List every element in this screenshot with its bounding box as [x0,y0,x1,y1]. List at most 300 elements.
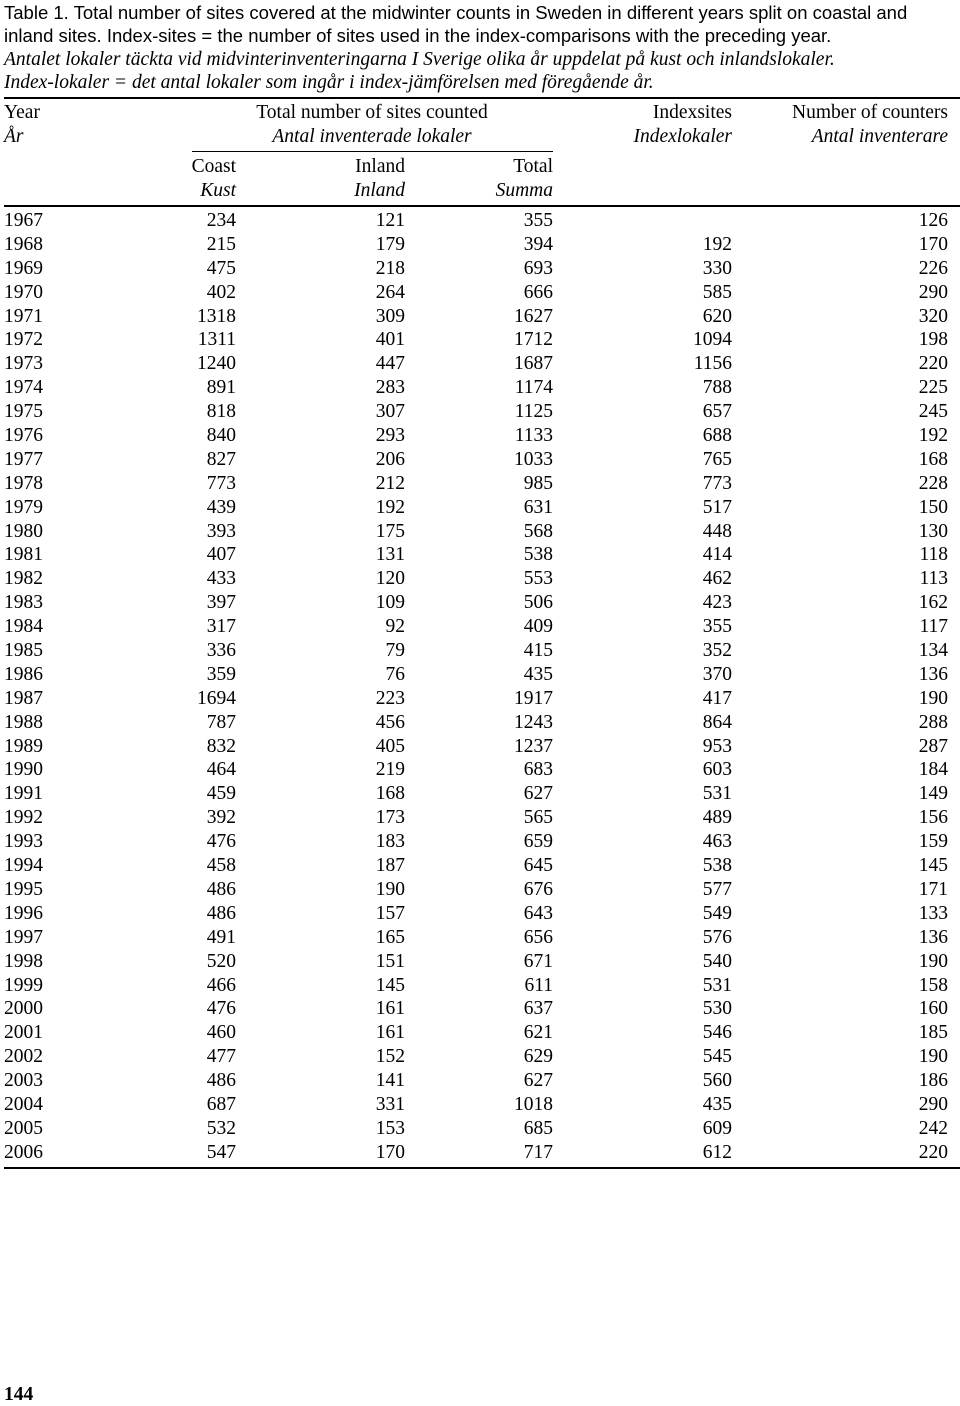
cell-index: 448 [702,520,732,542]
cell-index: 864 [702,711,732,733]
cell-coast: 234 [206,210,236,231]
table-row [0,1045,960,1069]
cell-index: 463 [702,831,732,853]
cell-total: 659 [523,831,553,853]
cell-index: 517 [702,496,732,518]
table-row [0,687,960,711]
cell-index: 620 [702,305,732,327]
cell-counters: 156 [918,807,948,829]
cell-index: 609 [702,1117,732,1139]
cell-year: 1990 [4,759,43,781]
cell-coast: 407 [206,544,236,566]
cell-index: 462 [702,568,732,590]
table-caption [4,1,960,95]
header-counters-sv: Antal inventerare [811,126,948,147]
cell-inland: 175 [375,520,405,542]
cell-total: 1237 [514,735,553,757]
cell-counters: 226 [918,257,948,279]
table-row [0,472,960,496]
cell-counters: 149 [918,783,948,805]
table-row [0,735,960,759]
cell-inland: 405 [375,735,405,757]
cell-coast: 433 [206,568,236,590]
cell-total: 1133 [514,425,553,447]
cell-year: 2004 [4,1093,43,1115]
cell-coast: 393 [206,520,236,542]
cell-year: 1983 [4,592,43,614]
cell-counters: 290 [918,1093,948,1115]
cell-coast: 687 [206,1093,236,1115]
cell-counters: 225 [918,377,948,399]
cell-inland: 120 [375,568,405,590]
table-row [0,209,960,233]
cell-inland: 264 [375,281,405,303]
cell-counters: 288 [918,711,948,733]
cell-inland: 219 [375,759,405,781]
cell-index: 549 [702,902,732,924]
cell-total: 611 [524,974,553,996]
cell-coast: 460 [206,1022,236,1044]
cell-coast: 818 [206,401,236,423]
cell-inland: 183 [375,831,405,853]
cell-counters: 160 [918,998,948,1020]
cell-inland: 153 [375,1117,405,1139]
cell-year: 1976 [4,425,43,447]
cell-counters: 134 [918,640,948,662]
cell-year: 1977 [4,448,43,470]
cell-inland: 331 [375,1093,405,1115]
cell-total: 1125 [514,401,553,423]
cell-coast: 397 [206,592,236,614]
cell-year: 1980 [4,520,43,542]
cell-year: 1974 [4,377,43,399]
cell-total: 415 [523,640,553,662]
cell-inland: 293 [375,425,405,447]
cell-index: 545 [702,1046,732,1068]
cell-inland: 92 [385,616,405,638]
cell-counters: 320 [918,305,948,327]
cell-inland: 170 [375,1141,405,1163]
cell-coast: 464 [206,759,236,781]
cell-counters: 136 [918,663,948,685]
cell-counters: 150 [918,496,948,518]
cell-coast: 476 [206,831,236,853]
cell-coast: 215 [206,233,236,255]
cell-year: 1999 [4,974,43,996]
table-body [0,209,960,1165]
cell-counters: 158 [918,974,948,996]
cell-counters: 133 [918,902,948,924]
cell-inland: 121 [375,210,405,231]
cell-index: 540 [702,950,732,972]
cell-index: 538 [702,855,732,877]
header-inland-sv: Inland [354,180,405,201]
cell-coast: 439 [206,496,236,518]
cell-coast: 532 [206,1117,236,1139]
table-row [0,1093,960,1117]
cell-year: 1997 [4,926,43,948]
cell-year: 1993 [4,831,43,853]
cell-index: 435 [702,1093,732,1115]
cell-index: 1094 [693,329,732,351]
table-row [0,830,960,854]
header-total-sv: Summa [495,180,553,201]
cell-year: 1967 [4,210,43,231]
cell-total: 645 [523,855,553,877]
cell-counters: 162 [918,592,948,614]
header-group-rule [192,151,553,152]
cell-coast: 459 [206,783,236,805]
cell-year: 2006 [4,1141,43,1163]
cell-index: 657 [702,401,732,423]
table-row [0,615,960,639]
cell-coast: 486 [206,902,236,924]
table-row [0,352,960,376]
cell-index: 773 [702,472,732,494]
cell-year: 1973 [4,353,43,375]
cell-inland: 307 [375,401,405,423]
cell-index: 531 [702,783,732,805]
cell-counters: 168 [918,448,948,470]
cell-coast: 520 [206,950,236,972]
cell-counters: 220 [918,353,948,375]
cell-year: 2001 [4,1022,43,1044]
cell-inland: 151 [375,950,405,972]
table-row [0,1141,960,1165]
cell-coast: 773 [206,472,236,494]
cell-index: 423 [702,592,732,614]
table-row [0,233,960,257]
cell-coast: 1318 [197,305,236,327]
cell-total: 627 [523,783,553,805]
cell-total: 683 [523,759,553,781]
cell-total: 985 [523,472,553,494]
cell-total: 1627 [514,305,553,327]
header-coast-sv: Kust [200,180,236,201]
cell-coast: 336 [206,640,236,662]
cell-coast: 827 [206,448,236,470]
cell-index: 370 [702,663,732,685]
cell-total: 409 [523,616,553,638]
cell-year: 1994 [4,855,43,877]
table-row [0,520,960,544]
table-row [0,543,960,567]
cell-year: 1986 [4,663,43,685]
cell-year: 1985 [4,640,43,662]
cell-coast: 486 [206,878,236,900]
cell-coast: 359 [206,663,236,685]
cell-coast: 491 [206,926,236,948]
cell-index: 355 [702,616,732,638]
table-row [0,854,960,878]
cell-inland: 456 [375,711,405,733]
cell-coast: 317 [206,616,236,638]
cell-inland: 179 [375,233,405,255]
cell-index: 576 [702,926,732,948]
header-indexsites-sv: Indexlokaler [633,126,732,147]
cell-counters: 220 [918,1141,948,1163]
table-row [0,878,960,902]
table-row [0,663,960,687]
cell-inland: 218 [375,257,405,279]
cell-inland: 145 [375,974,405,996]
cell-index: 765 [702,448,732,470]
cell-inland: 152 [375,1046,405,1068]
cell-counters: 287 [918,735,948,757]
cell-year: 2003 [4,1070,43,1092]
cell-counters: 190 [918,687,948,709]
cell-total: 1033 [514,448,553,470]
cell-total: 1243 [514,711,553,733]
cell-counters: 126 [918,210,948,231]
cell-total: 717 [523,1141,553,1163]
cell-total: 1687 [514,353,553,375]
cell-index: 414 [702,544,732,566]
cell-coast: 787 [206,711,236,733]
cell-coast: 475 [206,257,236,279]
cell-counters: 186 [918,1070,948,1092]
cell-index: 1156 [693,353,732,375]
cell-coast: 840 [206,425,236,447]
cell-index: 585 [702,281,732,303]
cell-inland: 447 [375,353,405,375]
cell-inland: 109 [375,592,405,614]
cell-coast: 1240 [197,353,236,375]
cell-counters: 170 [918,233,948,255]
cell-counters: 159 [918,831,948,853]
cell-total: 631 [523,496,553,518]
cell-total: 685 [523,1117,553,1139]
cell-counters: 185 [918,1022,948,1044]
cell-inland: 131 [375,544,405,566]
caption-en-line-1: Table 1. Total number of sites covered at the midwinter counts in Sweden in different years split on coastal and [4,2,908,23]
table-row [0,782,960,806]
cell-index: 192 [702,233,732,255]
cell-year: 1995 [4,878,43,900]
caption-sv-line-1: Antalet lokaler täckta vid midvinterinventeringarna I Sverige olika år uppdelat på kust och inlandslokaler. [4,48,835,70]
page-number: 144 [4,1384,34,1405]
cell-index: 531 [702,974,732,996]
table-row [0,376,960,400]
cell-counters: 118 [919,544,948,566]
cell-year: 1969 [4,257,43,279]
cell-index: 788 [702,377,732,399]
cell-inland: 212 [375,472,405,494]
cell-year: 2005 [4,1117,43,1139]
cell-inland: 161 [375,1022,405,1044]
table-row [0,328,960,352]
cell-year: 1978 [4,472,43,494]
cell-total: 621 [523,1022,553,1044]
cell-index: 577 [702,878,732,900]
cell-inland: 173 [375,807,405,829]
cell-year: 1975 [4,401,43,423]
header-inland-en: Inland [355,156,405,177]
cell-total: 637 [523,998,553,1020]
cell-coast: 832 [206,735,236,757]
cell-year: 1984 [4,616,43,638]
cell-inland: 223 [375,687,405,709]
cell-coast: 458 [206,855,236,877]
table-row [0,1117,960,1141]
cell-index: 612 [702,1141,732,1163]
cell-counters: 242 [918,1117,948,1139]
cell-inland: 187 [375,855,405,877]
cell-index: 330 [702,257,732,279]
cell-counters: 184 [918,759,948,781]
cell-total: 643 [523,902,553,924]
cell-total: 435 [523,663,553,685]
cell-year: 1981 [4,544,43,566]
table-row [0,926,960,950]
cell-year: 1991 [4,783,43,805]
cell-counters: 228 [918,472,948,494]
table-row [0,902,960,926]
cell-total: 656 [523,926,553,948]
cell-counters: 113 [919,568,948,590]
cell-index: 489 [702,807,732,829]
cell-total: 394 [523,233,553,255]
cell-year: 2000 [4,998,43,1020]
cell-total: 538 [523,544,553,566]
cell-index: 546 [702,1022,732,1044]
cell-total: 355 [523,210,553,231]
table-row [0,496,960,520]
cell-coast: 477 [206,1046,236,1068]
cell-year: 1971 [4,305,43,327]
cell-inland: 141 [375,1070,405,1092]
table-row [0,758,960,782]
cell-counters: 171 [918,878,948,900]
cell-year: 1989 [4,735,43,757]
cell-counters: 136 [918,926,948,948]
table-row [0,950,960,974]
table-row [0,1021,960,1045]
cell-inland: 76 [385,663,405,685]
cell-counters: 190 [918,950,948,972]
header-year-en: Year [4,102,40,123]
table-row [0,448,960,472]
cell-counters: 190 [918,1046,948,1068]
table-header-rule [4,205,960,207]
table-top-rule [4,97,960,99]
cell-total: 1712 [514,329,553,351]
cell-counters: 245 [918,401,948,423]
cell-total: 568 [523,520,553,542]
cell-total: 666 [523,281,553,303]
header-year-sv: År [4,126,24,147]
cell-inland: 283 [375,377,405,399]
cell-index: 530 [702,998,732,1020]
cell-total: 676 [523,878,553,900]
cell-year: 1998 [4,950,43,972]
caption-en-line-2: inland sites. Index-sites = the number of sites used in the index-comparisons with the preceding year. [4,25,832,47]
table-row [0,281,960,305]
cell-coast: 1694 [197,687,236,709]
cell-total: 565 [523,807,553,829]
cell-index: 953 [702,735,732,757]
cell-inland: 157 [375,902,405,924]
cell-inland: 401 [375,329,405,351]
cell-total: 1174 [514,377,553,399]
cell-total: 629 [523,1046,553,1068]
cell-inland: 165 [375,926,405,948]
table-row [0,591,960,615]
table-row [0,1069,960,1093]
cell-inland: 79 [385,640,405,662]
cell-counters: 198 [918,329,948,351]
table-row [0,567,960,591]
cell-coast: 547 [206,1141,236,1163]
cell-inland: 309 [375,305,405,327]
cell-total: 1917 [514,687,553,709]
cell-coast: 392 [206,807,236,829]
cell-counters: 117 [919,616,948,638]
cell-inland: 168 [375,783,405,805]
table-row [0,639,960,663]
cell-total: 506 [523,592,553,614]
cell-counters: 145 [918,855,948,877]
cell-year: 1982 [4,568,43,590]
cell-coast: 402 [206,281,236,303]
cell-total: 1018 [514,1093,553,1115]
cell-year: 2002 [4,1046,43,1068]
header-indexsites-en: Indexsites [652,102,732,123]
cell-counters: 192 [918,425,948,447]
cell-coast: 486 [206,1070,236,1092]
table-row [0,257,960,281]
table-row [0,974,960,998]
table-row [0,305,960,329]
cell-year: 1972 [4,329,43,351]
cell-year: 1970 [4,281,43,303]
cell-total: 553 [523,568,553,590]
cell-total: 627 [523,1070,553,1092]
cell-index: 352 [702,640,732,662]
header-total-group-sv: Antal inventerade lokaler [272,126,472,147]
table-row [0,997,960,1021]
header-coast-en: Coast [191,156,236,177]
cell-total: 693 [523,257,553,279]
cell-index: 688 [702,425,732,447]
table-bottom-rule [4,1167,960,1169]
header-total-group-en: Total number of sites counted [256,102,488,123]
cell-year: 1992 [4,807,43,829]
cell-inland: 192 [375,496,405,518]
cell-coast: 466 [206,974,236,996]
cell-index: 560 [702,1070,732,1092]
cell-coast: 476 [206,998,236,1020]
cell-counters: 290 [918,281,948,303]
cell-coast: 1311 [197,329,236,351]
cell-total: 671 [523,950,553,972]
header-total-en: Total [513,156,553,177]
cell-year: 1968 [4,233,43,255]
table-row [0,424,960,448]
cell-coast: 891 [206,377,236,399]
cell-inland: 206 [375,448,405,470]
cell-index: 603 [702,759,732,781]
cell-year: 1979 [4,496,43,518]
cell-year: 1988 [4,711,43,733]
cell-index: 417 [702,687,732,709]
header-counters-en: Number of counters [792,102,948,123]
table-row [0,711,960,735]
cell-year: 1987 [4,687,43,709]
cell-counters: 130 [918,520,948,542]
table-row [0,806,960,830]
caption-sv-line-2: Index-lokaler = det antal lokaler som ingår i index-jämförelsen med föregående år. [4,72,654,94]
